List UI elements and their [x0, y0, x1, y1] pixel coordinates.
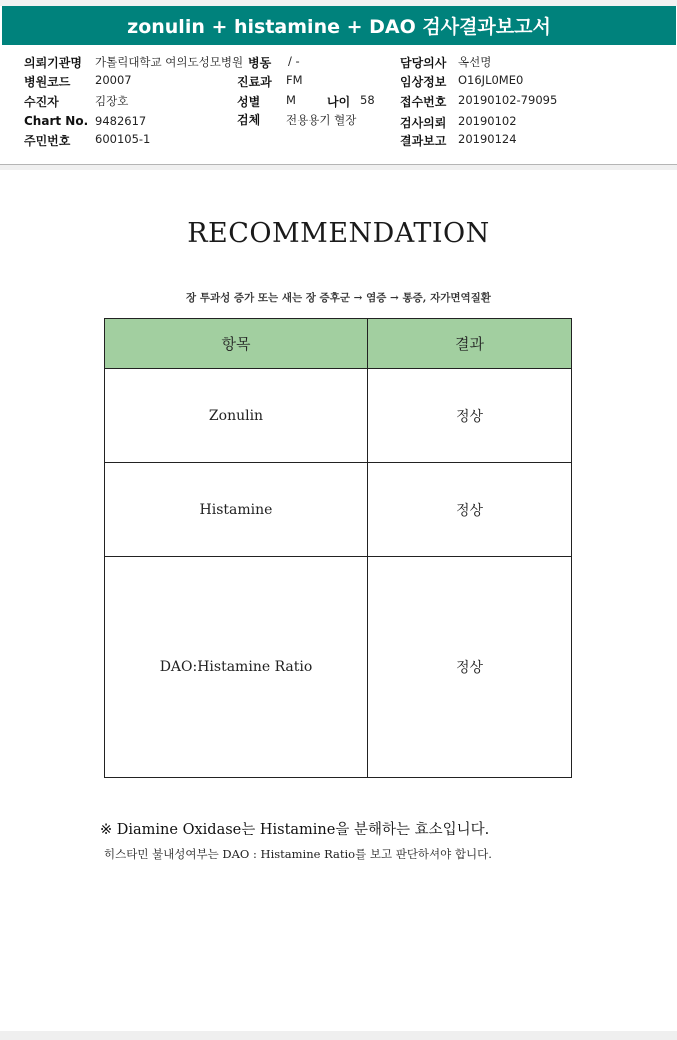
- section-gap: [0, 165, 677, 170]
- institution-value: 가톨릭대학교 여의도성모병원: [95, 55, 244, 69]
- age-label: 나이: [327, 95, 351, 109]
- id-number-value: 600105-1: [95, 132, 151, 146]
- clinical-info-value: O16JL0ME0: [458, 73, 524, 87]
- dept-value: FM: [286, 73, 303, 87]
- sex-value: M: [286, 93, 296, 107]
- age-value: 58: [360, 93, 375, 107]
- hospital-code-label: 병원코드: [24, 75, 71, 89]
- note-main: ※ Diamine Oxidase는 Histamine을 분해하는 효소입니다.: [100, 822, 490, 838]
- header-result: 결과: [368, 319, 572, 369]
- row-item: Zonulin: [105, 369, 368, 463]
- report-title: zonulin + histamine + DAO 검사결과보고서: [127, 16, 551, 38]
- ward-label: 병동: [248, 56, 272, 70]
- row-result: 정상: [368, 369, 572, 463]
- table-row: [105, 369, 572, 463]
- ward-value: / -: [288, 54, 300, 68]
- row-result: 정상: [368, 463, 572, 557]
- hospital-code-value: 20007: [95, 73, 132, 87]
- patient-info-panel: [0, 46, 677, 164]
- table-row: [105, 463, 572, 557]
- patient-label: 수진자: [24, 95, 59, 109]
- page-bottom-gap: [0, 1031, 677, 1040]
- report-date-label: 결과보고: [400, 134, 447, 148]
- sex-label: 성별: [237, 95, 261, 109]
- chart-no-label: Chart No.: [24, 114, 89, 128]
- clinical-info-label: 임상정보: [400, 75, 447, 89]
- header-item: 항목: [105, 319, 368, 369]
- report-date-value: 20190124: [458, 132, 517, 146]
- table-row: [105, 557, 572, 778]
- row-item: Histamine: [105, 463, 368, 557]
- request-label: 검사의뢰: [400, 116, 447, 130]
- receipt-value: 20190102-79095: [458, 93, 558, 107]
- recommendation-subtitle: 장 투과성 증가 또는 새는 장 증후군 → 염증 → 통증, 자가면역질환: [186, 292, 491, 304]
- id-number-label: 주민번호: [24, 134, 71, 148]
- row-result: 정상: [368, 557, 572, 778]
- note-sub: 히스타민 불내성여부는 DAO : Histamine Ratio를 보고 판단하셔야 합니다.: [104, 847, 492, 861]
- recommendation-title: RECOMMENDATION: [187, 218, 490, 249]
- chart-no-value: 9482617: [95, 114, 147, 128]
- table-header-row: [105, 319, 572, 369]
- dept-label: 진료과: [237, 75, 272, 89]
- request-value: 20190102: [458, 114, 517, 128]
- row-item: DAO:Histamine Ratio: [105, 557, 368, 778]
- results-table: [104, 318, 572, 778]
- receipt-label: 접수번호: [400, 95, 447, 109]
- report-title-bar: [2, 6, 676, 45]
- doctor-value: 옥선명: [458, 55, 492, 69]
- doctor-label: 담당의사: [400, 56, 447, 70]
- specimen-label: 검체: [237, 113, 261, 127]
- specimen-value: 전용용기 혈장: [286, 113, 357, 127]
- institution-label: 의뢰기관명: [24, 56, 82, 70]
- patient-value: 김장호: [95, 94, 129, 108]
